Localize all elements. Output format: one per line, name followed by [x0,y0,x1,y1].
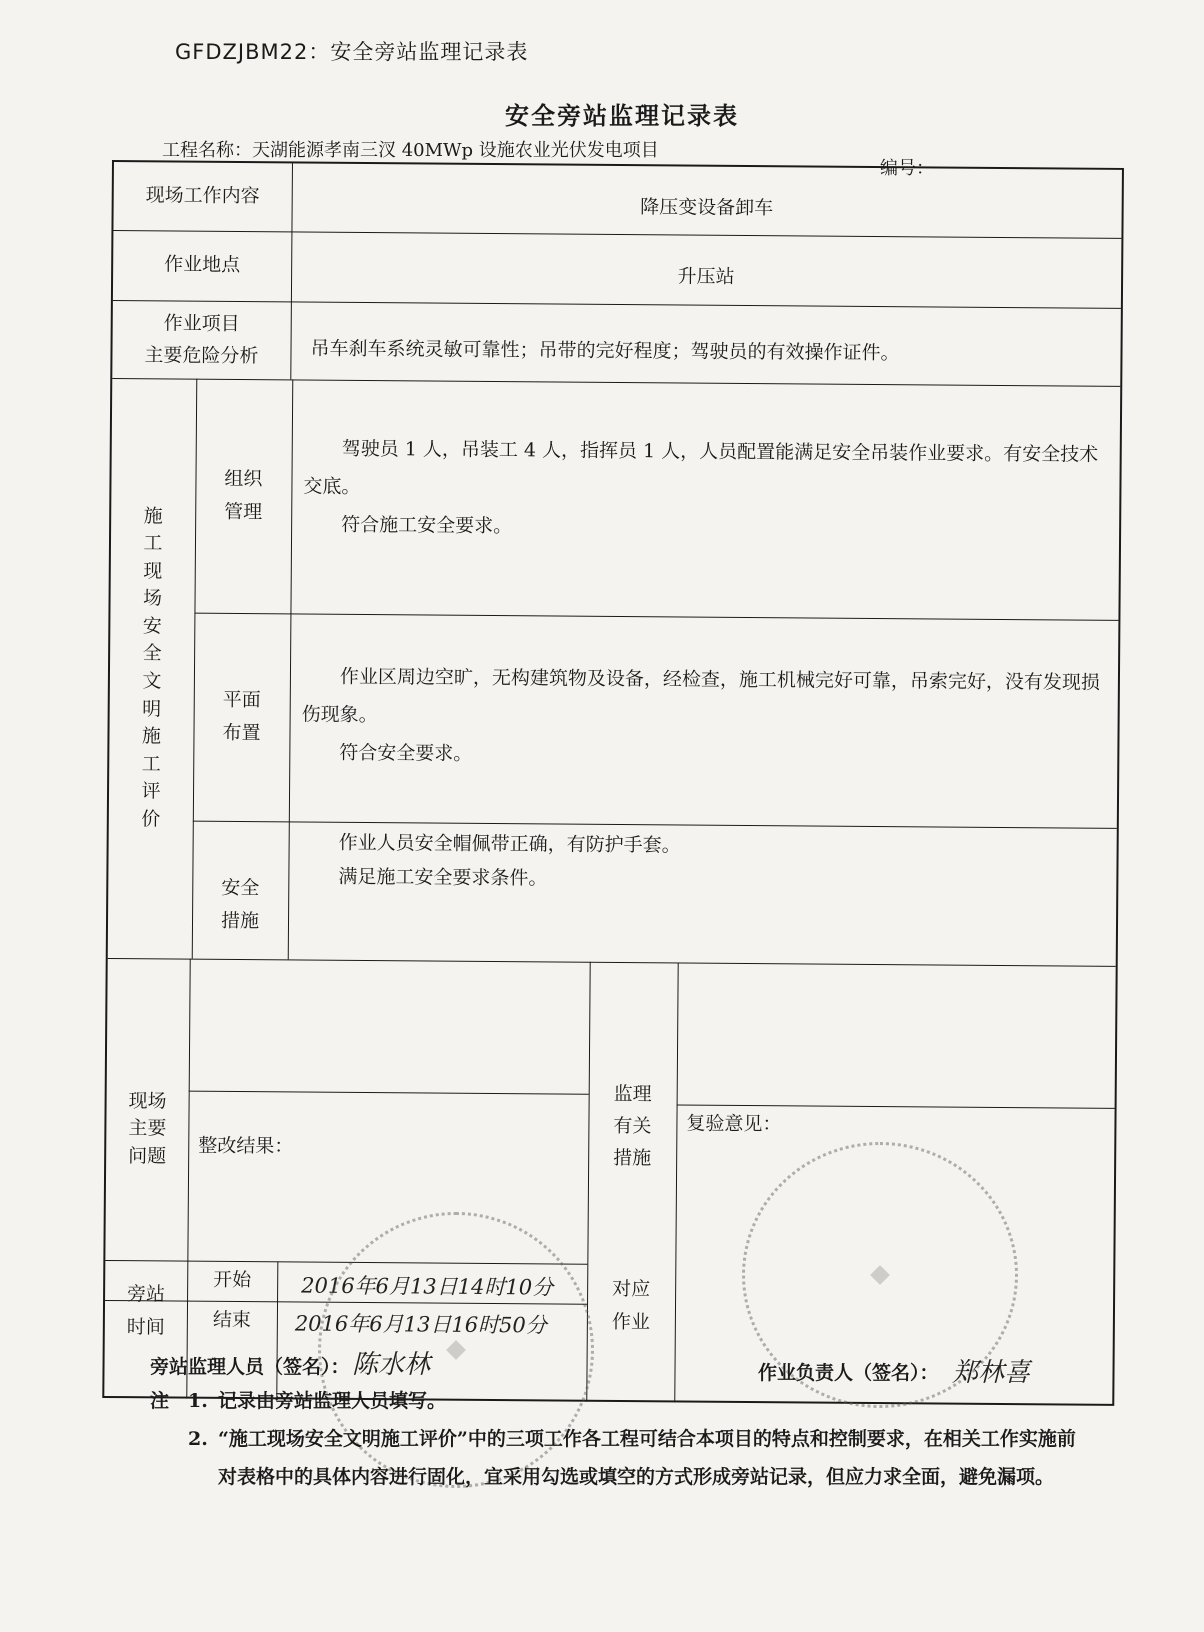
org-management-text [303,430,1104,550]
evaluation-label-char: 施 [143,504,163,528]
end-label: 结束 [212,1309,251,1332]
work-label [587,1264,676,1349]
org-text-1: 驾驶员 1 人，吊装工 4 人，指挥员 1 人，人员配置能满足安全吊装作业要求。有安全技术交底。 [303,437,1099,498]
measures-label-line: 监理 [613,1082,652,1105]
rectify-label: 整改结果： [198,1134,294,1158]
row-divider [189,1091,589,1095]
note-number: 1. [188,1390,208,1412]
issues-label-line: 现场 [128,1089,167,1113]
org-management-label [194,379,292,614]
risk-label [112,300,291,379]
work-content-value: 降压变设备卸车 [640,196,774,220]
evaluation-label-char: 价 [141,807,161,831]
note-row [150,1382,1088,1420]
evaluation-label-char: 文 [142,670,162,693]
layout-text [301,658,1102,778]
evaluation-label-char: 场 [142,587,163,610]
layout-text-2: 符合安全要求。 [339,741,473,765]
work-label-line: 作业 [611,1310,650,1334]
start-time-value: 2016年6月13日14时10分 [301,1273,554,1300]
measures-label-line: 措施 [613,1147,652,1170]
evaluation-label-char: 全 [142,642,162,665]
work-content-label: 现场工作内容 [145,184,260,208]
evaluation-label-char: 明 [142,697,162,720]
safety-label-line: 安全 [221,876,260,899]
number-label: 编号： [880,158,934,179]
evaluation-label-char: 现 [143,560,163,583]
org-text-2: 符合施工安全要求。 [341,513,513,538]
org-label-line: 组织 [224,467,263,490]
time-label-line: 旁站 [126,1282,166,1306]
evaluation-label-char: 工 [141,752,161,776]
note-number: 2. [188,1428,208,1450]
notes-section [150,1382,1088,1496]
measures-label-line: 有关 [613,1114,652,1138]
evaluation-label-char: 安 [142,615,162,638]
notes-label: 注 [150,1390,170,1412]
form-code-title: GFDZJBM22：安全旁站监理记录表 [175,40,529,64]
leader-signature: 郑林喜 [952,1358,1031,1388]
issues-label [105,958,189,1261]
page-title: 安全旁站监理记录表 [505,102,739,130]
evaluation-label-char: 施 [141,725,162,748]
leader-label: 作业负责人（签名）： [758,1362,939,1384]
safety-measures-text [300,826,1101,901]
note-2-text: “施工现场安全文明施工评价”中的三项工作各工程可结合本项目的特点和控制要求，在相关工作实施前对表格中的具体内容进行固化，宜采用勾选或填空的方式形成旁站记录，但应力求全面，避免漏项。 [218,1428,1076,1488]
start-label: 开始 [213,1269,252,1292]
layout-label-line: 平面 [222,688,261,711]
risk-label-line-2: 主要危险分析 [144,344,259,368]
risk-label-line-1: 作业项目 [163,312,240,335]
evaluation-label-char: 工 [143,532,163,555]
layout-label-line: 布置 [222,721,261,745]
location-value: 升压站 [677,265,735,289]
supervisor-label: 旁站监理人员（签名）： [150,1356,350,1378]
evaluation-label [108,378,197,959]
safety-label-line: 措施 [220,909,260,933]
supervisor-signature: 陈水林 [352,1350,431,1380]
time-label-line: 时间 [126,1316,165,1339]
issues-label-line: 主要 [128,1117,167,1140]
issues-label-line: 问题 [128,1144,167,1168]
end-time-value: 2016年6月13日16时50分 [294,1311,547,1338]
safety-text-1: 作业人员安全帽佩带正确，有防护手套。 [338,831,681,857]
location-label: 作业地点 [164,253,241,277]
layout-label [193,613,291,822]
note-1-text: 记录由旁站监理人员填写。 [218,1390,447,1412]
project-line [162,136,659,162]
work-label-line: 对应 [612,1277,651,1301]
project-name: 天湖能源孝南三汊 40MWp 设施农业光伏发电项目 [252,140,659,161]
measures-label [587,962,677,1265]
project-label: 工程名称： [162,140,252,161]
risk-value: 吊车刹车系统灵敏可靠性；吊带的完好程度；驾驶员的有效操作证件。 [310,337,900,365]
review-label: 复验意见： [686,1112,782,1136]
safety-text-2: 满足施工安全要求条件。 [338,865,548,890]
org-label-line: 管理 [224,500,263,524]
row-divider [194,613,1118,621]
safety-measures-label [192,821,289,960]
note-row [150,1420,1088,1496]
evaluation-label-char: 评 [141,780,161,803]
layout-text-1: 作业区周边空旷，无构建筑物及设备，经检查，施工机械完好可靠，吊索完好，没有发现损伤现象。 [301,665,1101,727]
